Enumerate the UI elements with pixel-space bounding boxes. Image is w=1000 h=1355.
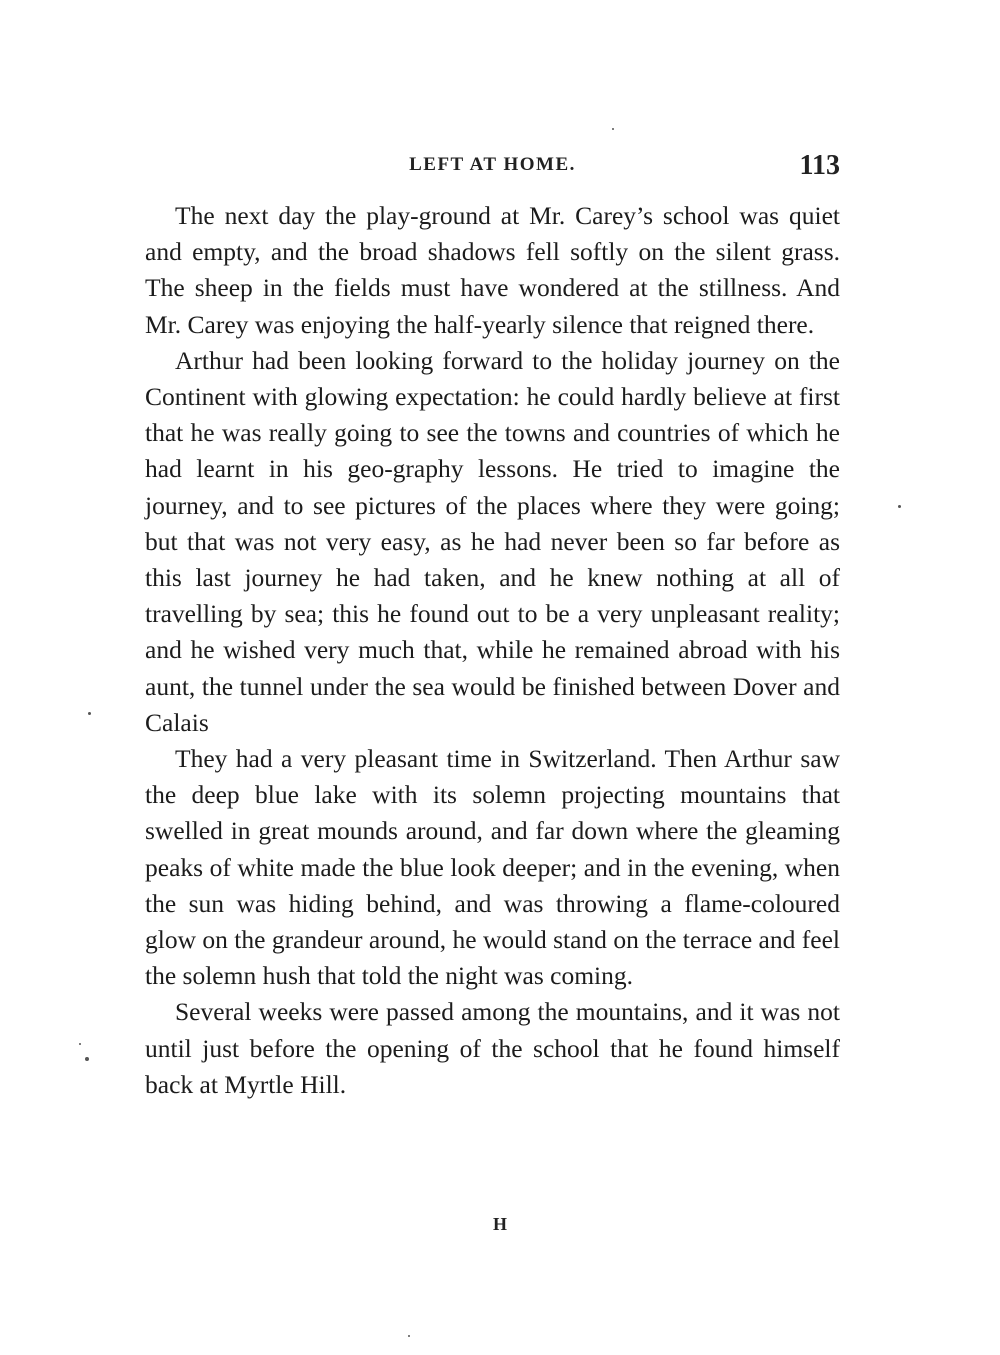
scan-speck	[612, 128, 614, 130]
signature-mark: H	[492, 1214, 507, 1234]
paragraph: Several weeks were passed among the mountains, and it was not until just before the opening of the school that he found himself back at Myrtle Hill.	[145, 997, 840, 1099]
paragraph: They had a very pleasant time in Switzerland. Then Arthur saw the deep blue lake with its solemn projecting mountains that swelled in great mounds around, and far down where the gleaming peaks of white made the blue look deeper; and in the evening, when the sun was hiding behind, and was throwing a flame-coloured glow on the grandeur around, he would stand on the terrace and feel the solemn hush that told the night was coming.	[145, 744, 840, 991]
running-head	[145, 150, 840, 186]
running-title: LEFT AT HOME.	[409, 154, 576, 175]
scan-speck	[408, 1335, 410, 1337]
body-text	[145, 198, 840, 1103]
paragraph: The next day the play-ground at Mr. Carey’s school was quiet and empty, and the broad shadows fell softly on the silent grass. The sheep in the fields must have wondered at the stillness. And Mr. Carey was enjoying the half-yearly silence that reigned there.	[145, 201, 840, 339]
scan-speck	[79, 1043, 81, 1045]
page-number: 113	[799, 150, 840, 181]
scan-speck	[88, 712, 91, 715]
scan-speck	[898, 505, 901, 508]
scan-speck	[85, 1057, 89, 1061]
paragraph: Arthur had been looking forward to the holiday journey on the Continent with glowing expectation: he could hardly believe at first that he was really going to see the towns and countries of which he had learnt in his geo-graphy lessons. He tried to imagine the journey, and to see pictures of the places where they were going; but that was not very easy, as he had never been so far before as this last journey he had taken, and he knew nothing at all of travelling by sea; this he found out to be a very unpleasant reality; and he wished very much that, while he remained abroad with his aunt, the tunnel under the sea would be finished between Dover and Calais	[145, 345, 840, 737]
